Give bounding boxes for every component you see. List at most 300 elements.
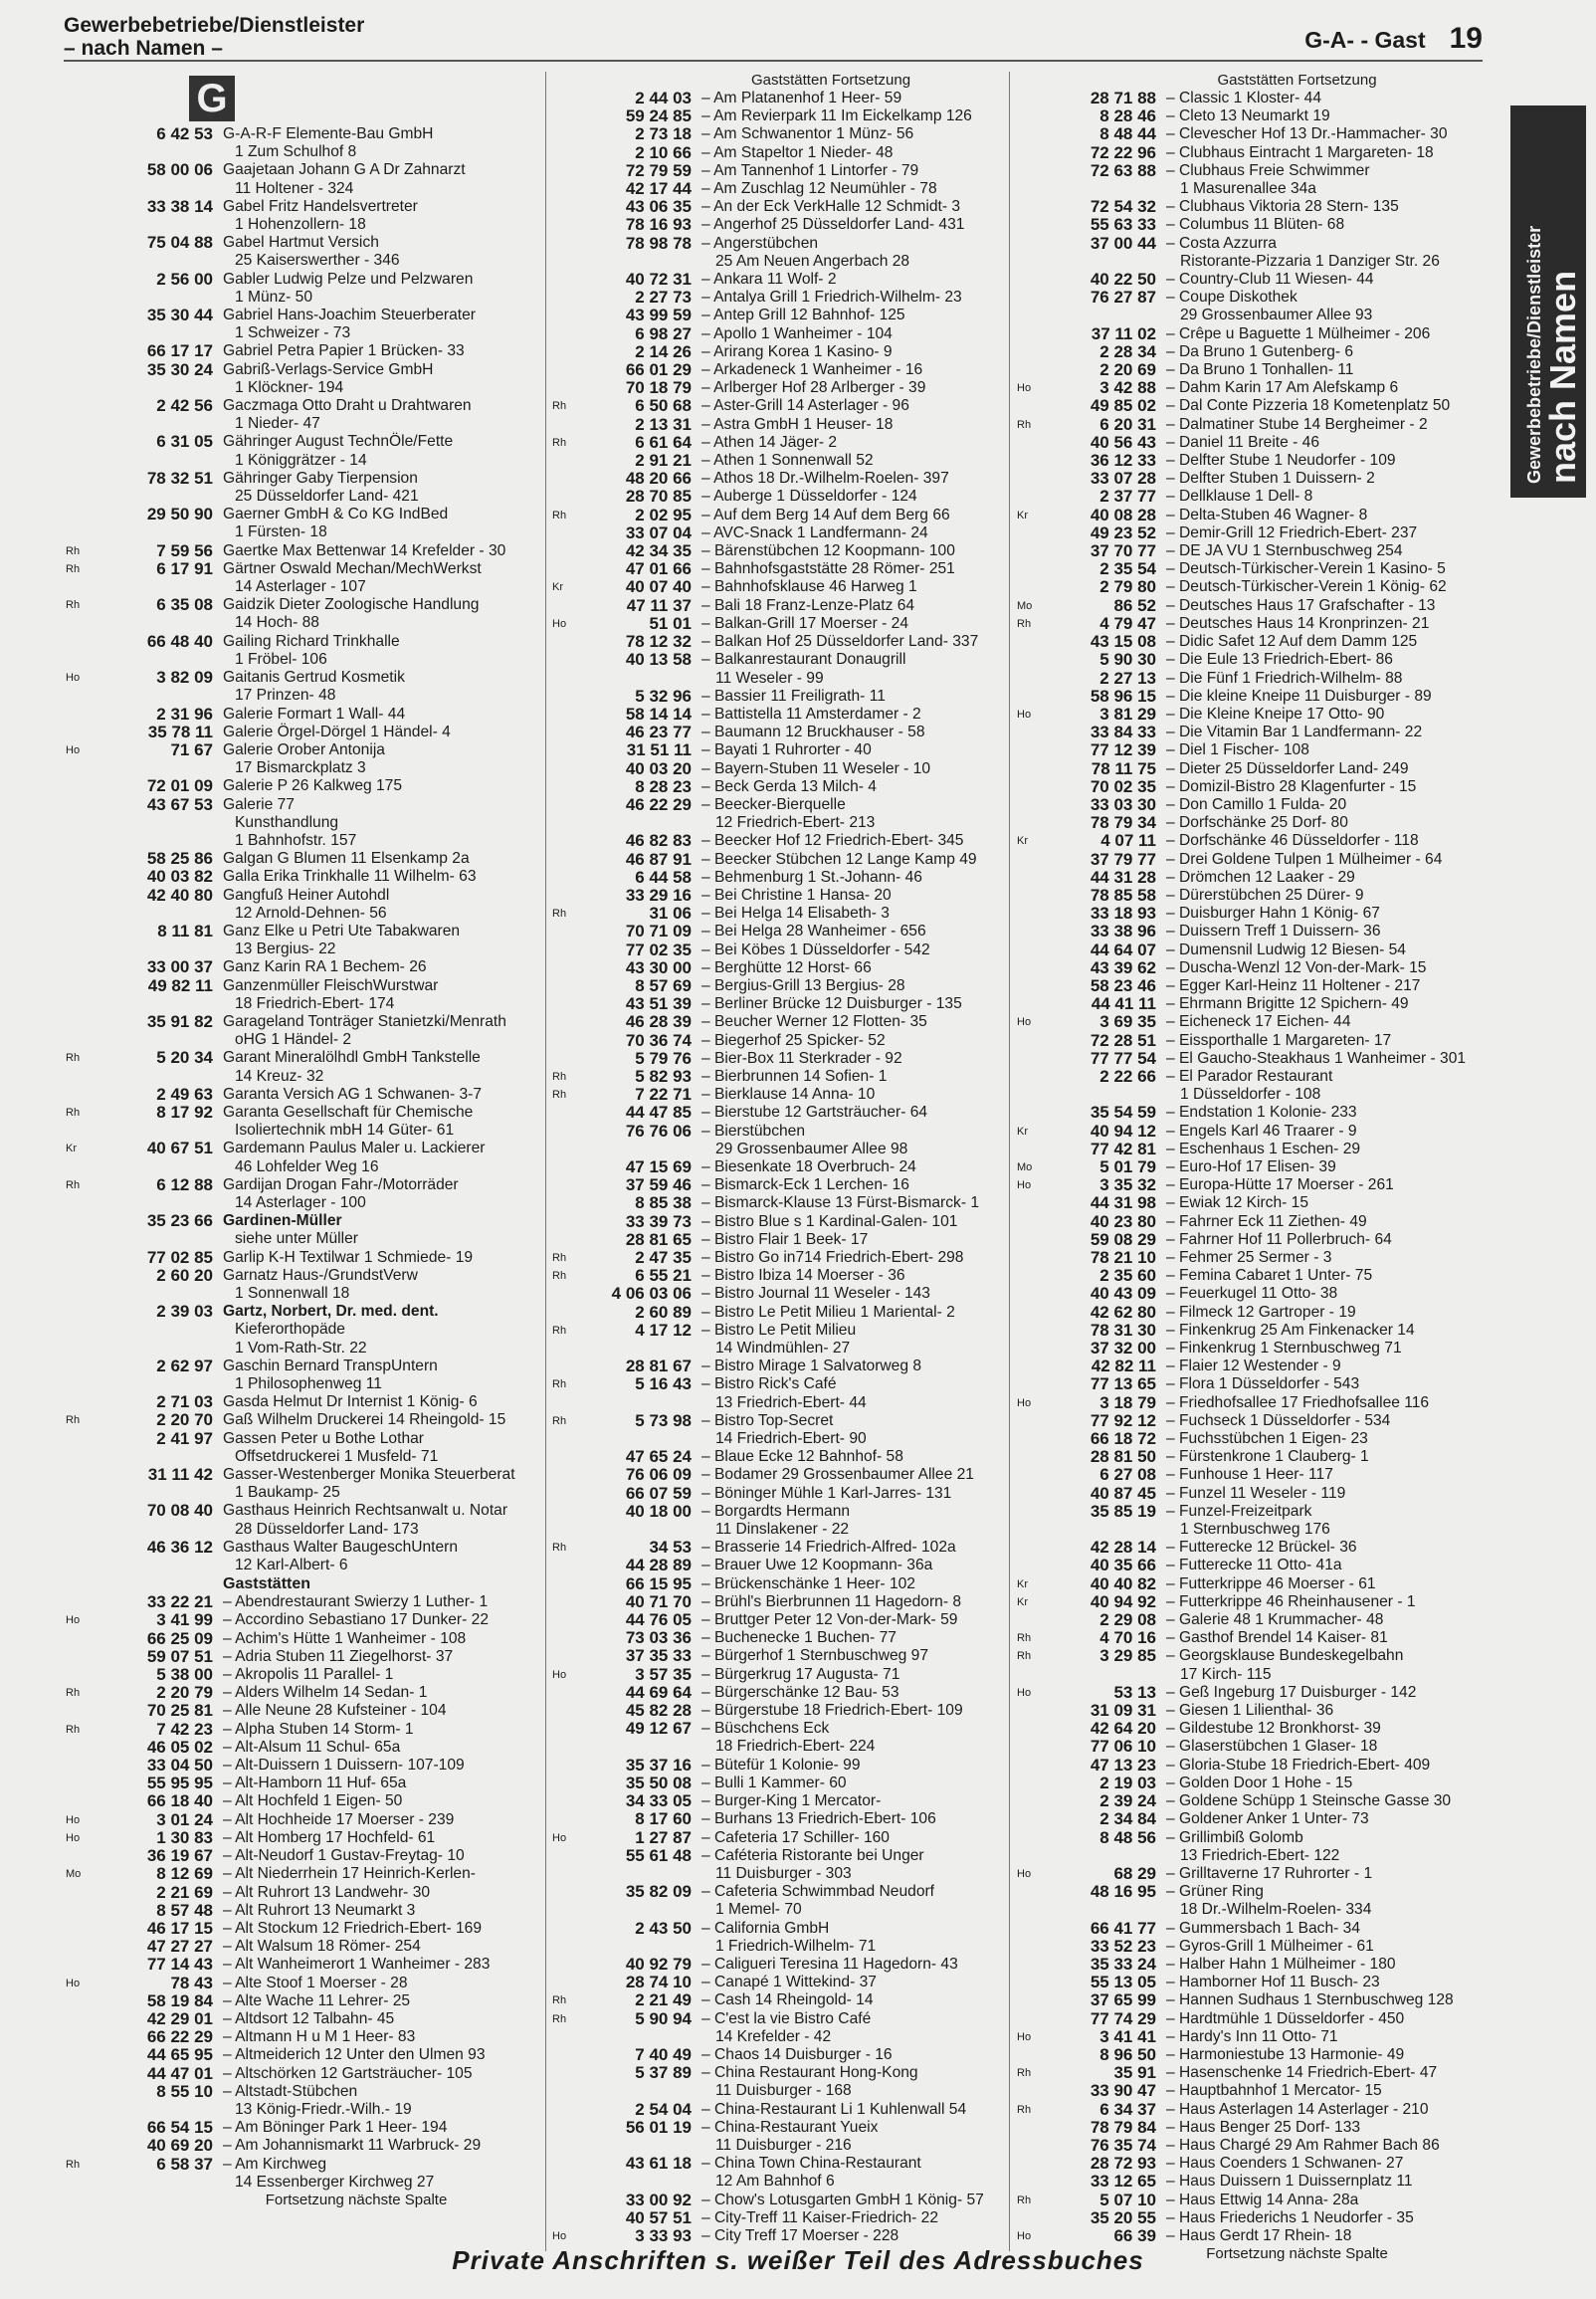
entry-name: – Hardtmühle 1 Düsseldorfer - 450 <box>1166 2009 1405 2027</box>
spacer <box>90 252 223 270</box>
phone-number: 48 16 95 <box>1090 1882 1156 1902</box>
list-item <box>552 923 1000 940</box>
entry-address <box>66 651 537 669</box>
district-code <box>1017 1430 1041 1448</box>
phone-number: 5 90 94 <box>635 2008 692 2028</box>
list-item <box>66 868 537 886</box>
phone-number: 4 06 03 06 <box>611 1284 692 1304</box>
entry-address <box>66 1521 537 1539</box>
list-item <box>66 2083 537 2101</box>
entry-name: – Funzel 11 Weseler - 119 <box>1166 1484 1346 1502</box>
list-item <box>552 1829 1000 1847</box>
district-code: Rh <box>552 1994 567 2007</box>
phone-number: 44 76 05 <box>625 1610 692 1630</box>
district-code <box>552 379 576 397</box>
phone-number: 5 16 43 <box>635 1374 692 1394</box>
spacer <box>66 687 90 705</box>
district-code <box>1017 1503 1041 1521</box>
entry-name: Gaidzik Dieter Zoologische Handlung <box>223 596 480 614</box>
entry-address-text: 14 Friedrich-Ebert- 90 <box>715 1430 867 1448</box>
district-code <box>1017 869 1041 887</box>
list-item <box>1017 651 1468 669</box>
entry-name: – Athen 1 Sonnenwall 52 <box>701 452 874 470</box>
entry-address-text: 11 Dinslakener - 22 <box>715 1521 850 1539</box>
spacer <box>66 1158 90 1176</box>
phone-number: 51 01 <box>649 613 692 633</box>
district-code <box>1017 2173 1041 2191</box>
district-code <box>1017 1956 1041 1974</box>
phone-number: 2 22 66 <box>1099 1066 1156 1086</box>
entry-name: – Demir-Grill 12 Friedrich-Ebert- 237 <box>1166 523 1418 541</box>
list-item <box>1017 1194 1468 1212</box>
list-item <box>1017 90 1468 107</box>
spacer <box>576 253 701 271</box>
list-item <box>1017 1775 1468 1792</box>
entry-name: – Am Zuschlag 12 Neumühler - 78 <box>701 180 937 198</box>
district-code <box>552 361 576 379</box>
district-code <box>1017 1267 1041 1285</box>
phone-number: 77 92 12 <box>1090 1410 1156 1430</box>
entry-address-text: 28 Düsseldorfer Land- 173 <box>235 1520 419 1538</box>
phone-number: 2 60 89 <box>635 1302 692 1322</box>
district-code <box>66 2046 90 2064</box>
district-code: Mo <box>66 1868 82 1881</box>
list-item <box>66 669 537 687</box>
district-code <box>66 796 90 814</box>
list-item <box>552 1647 1000 1665</box>
spacer <box>66 1448 90 1466</box>
district-code <box>1017 633 1041 651</box>
list-item <box>1017 1757 1468 1775</box>
spacer <box>90 687 223 705</box>
entry-name: – Fuchsstübchen 1 Eigen- 23 <box>1166 1430 1368 1448</box>
entry-name: – Burhans 13 Friedrich-Ebert- 106 <box>701 1810 936 1828</box>
list-item <box>66 1502 537 1520</box>
entry-name: Galerie 77 <box>223 795 295 813</box>
entry-name: – Am Tannenhof 1 Lintorfer - 79 <box>701 161 919 179</box>
spacer <box>90 1340 223 1358</box>
list-item <box>552 1104 1000 1122</box>
district-code <box>552 959 576 977</box>
list-item <box>1017 1974 1468 1991</box>
district-code <box>1017 90 1041 107</box>
phone-number: 66 39 <box>1113 2225 1156 2245</box>
phone-number: 66 01 29 <box>625 360 692 380</box>
district-code <box>552 651 576 669</box>
spacer <box>552 1430 576 1448</box>
entry-name: – Die Kleine Kneipe 17 Otto- 90 <box>1166 705 1385 723</box>
phone-number: 66 41 77 <box>1090 1918 1156 1938</box>
phone-number: 33 22 21 <box>146 1592 213 1612</box>
district-code <box>1017 1485 1041 1503</box>
entry-name: – Crêpe u Baguette 1 Mülheimer - 206 <box>1166 324 1431 342</box>
district-code <box>1017 1883 1041 1901</box>
district-code <box>1017 434 1041 452</box>
phone-number: 42 64 20 <box>1090 1719 1156 1739</box>
district-code <box>552 1720 576 1738</box>
entry-name: – Alt Hochheide 17 Moerser - 239 <box>223 1810 455 1828</box>
entry-name: – Duissern Treff 1 Duissern- 36 <box>1166 923 1381 940</box>
list-item <box>66 796 537 814</box>
list-item <box>1017 198 1468 216</box>
list-item <box>66 161 537 179</box>
list-item <box>552 1466 1000 1484</box>
spacer <box>90 995 223 1013</box>
list-item <box>552 1920 1000 1938</box>
district-code <box>1017 1557 1041 1574</box>
entry-address <box>66 1557 537 1574</box>
spacer <box>90 488 223 506</box>
district-code <box>66 1502 90 1520</box>
district-code <box>552 452 576 470</box>
entry-address <box>552 814 1000 832</box>
phone-number: 31 51 11 <box>626 740 692 760</box>
list-item <box>1017 1448 1468 1466</box>
list-item <box>552 2046 1000 2064</box>
phone-number: 7 22 71 <box>635 1085 692 1105</box>
phone-number: 78 98 78 <box>625 233 692 253</box>
entry-name: – Futterecke 12 Brückel- 36 <box>1166 1539 1357 1557</box>
phone-number: 8 12 69 <box>156 1864 213 1884</box>
district-code: Ho <box>552 1831 567 1844</box>
list-item <box>1017 814 1468 832</box>
district-code <box>66 1539 90 1557</box>
phone-number: 66 22 29 <box>146 2027 213 2047</box>
district-code <box>552 1358 576 1375</box>
header-category-line2: – nach Namen – <box>64 37 223 60</box>
district-code <box>1017 887 1041 905</box>
entry-name: Gardijan Drogan Fahr-/Motorräder <box>223 1175 459 1193</box>
district-code <box>552 343 576 361</box>
entry-name: – Bei Helga 14 Elisabeth- 3 <box>701 905 890 923</box>
entry-name: – Gildestube 12 Bronkhorst- 39 <box>1166 1720 1381 1738</box>
list-item <box>552 470 1000 488</box>
entry-address-text: 17 Kirch- 115 <box>1180 1665 1272 1683</box>
district-code <box>66 2010 90 2028</box>
entry-name: Ganz Elke u Petri Ute Tabakwaren <box>223 922 461 940</box>
list-item <box>552 1611 1000 1629</box>
entry-name: – Goldene Schüpp 1 Steinsche Gasse 30 <box>1166 1792 1452 1810</box>
list-item <box>1017 2064 1468 2082</box>
list-item <box>1017 1068 1468 1086</box>
phone-number: 40 92 79 <box>625 1954 692 1974</box>
entry-name: – Astra GmbH 1 Heuser- 18 <box>701 415 894 433</box>
district-code <box>66 1792 90 1810</box>
entry-address <box>66 1484 537 1502</box>
list-item <box>66 1792 537 1810</box>
entry-name: – Alt-Hamborn 11 Huf- 65a <box>223 1775 407 1792</box>
list-item <box>66 1393 537 1411</box>
entry-name: Gaajetaan Johann G A Dr Zahnarzt <box>223 161 466 179</box>
entry-name: – Alt Ruhrort 13 Landwehr- 30 <box>223 1883 431 1901</box>
entry-address-text: 18 Friedrich-Ebert- 174 <box>235 994 395 1012</box>
district-code: Rh <box>552 1270 567 1283</box>
entry-name: Gabriß-Verlags-Service GmbH <box>223 360 434 378</box>
entry-address <box>552 2173 1000 2191</box>
entry-address <box>66 1031 537 1049</box>
entry-name: – Blaue Ecke 12 Bahnhof- 58 <box>701 1448 903 1466</box>
phone-number: 40 03 20 <box>625 758 692 778</box>
list-item <box>1017 1141 1468 1158</box>
entry-address <box>66 1194 537 1212</box>
spacer <box>576 2082 701 2100</box>
phone-number: 46 05 02 <box>146 1737 213 1757</box>
list-item <box>66 307 537 324</box>
entry-address-text: 12 Arnold-Dehnen- 56 <box>235 904 387 922</box>
phone-number: 72 79 59 <box>625 160 692 180</box>
district-code <box>552 1123 576 1141</box>
entry-address-text: 25 Düsseldorfer Land- 421 <box>235 488 419 506</box>
entry-name: – Antalya Grill 1 Friedrich-Wilhelm- 23 <box>701 289 962 307</box>
entry-address-text: 11 Duisburger - 303 <box>715 1864 852 1882</box>
phone-number: 8 57 69 <box>635 975 692 995</box>
list-item <box>1017 1176 1468 1194</box>
district-code <box>552 1485 576 1503</box>
spacer <box>1017 253 1041 271</box>
entry-address <box>66 289 537 307</box>
district-code: Ho <box>1017 1396 1032 1409</box>
entry-name: – Delfter Stuben 1 Duissern- 2 <box>1166 470 1375 488</box>
district-code <box>552 724 576 741</box>
continued-heading: Gaststätten Fortsetzung <box>750 72 911 89</box>
entry-name: G-A-R-F Elemente-Bau GmbH <box>223 125 434 142</box>
entry-name: Garageland Tonträger Stanietzki/Menrath <box>223 1012 506 1030</box>
phone-number: 2 39 03 <box>156 1302 213 1322</box>
district-code <box>552 90 576 107</box>
list-item <box>1017 361 1468 379</box>
entry-name: – Duscha-Wenzl 12 Von-der-Mark- 15 <box>1166 958 1427 976</box>
entry-name: – Eschenhaus 1 Eschen- 29 <box>1166 1140 1361 1157</box>
district-code <box>1017 1141 1041 1158</box>
entry-name: – Daniel 11 Breite - 46 <box>1166 433 1320 451</box>
phone-number: 70 71 09 <box>625 922 692 941</box>
district-code <box>1017 325 1041 343</box>
entry-address <box>66 415 537 433</box>
district-code <box>552 125 576 143</box>
district-code <box>552 542 576 560</box>
list-item <box>1017 1611 1468 1629</box>
district-code: Rh <box>552 2012 567 2025</box>
spacer <box>66 832 90 850</box>
district-code <box>552 633 576 651</box>
list-item <box>552 706 1000 724</box>
entry-address <box>552 1430 1000 1448</box>
list-item <box>66 1539 537 1557</box>
phone-number: 66 07 59 <box>625 1483 692 1503</box>
phone-number: 3 69 35 <box>1099 1012 1156 1032</box>
list-item <box>66 1176 537 1194</box>
entry-name: – Behmenburg 1 St.-Johann- 46 <box>701 868 922 886</box>
district-code <box>552 1974 576 1991</box>
phone-number: 47 65 24 <box>625 1447 692 1467</box>
district-code <box>1017 1104 1041 1122</box>
phone-number: 47 27 27 <box>146 1937 213 1957</box>
district-code: Ho <box>1017 1016 1032 1029</box>
list-item <box>1017 507 1468 524</box>
entry-address <box>552 2028 1000 2046</box>
list-item <box>66 1775 537 1792</box>
district-code <box>552 107 576 125</box>
entry-name: – Balkan Hof 25 Düsseldorfer Land- 337 <box>701 633 979 651</box>
entry-name: – Beecker-Bierquelle <box>701 795 846 813</box>
entry-name: – Europa-Hütte 17 Moerser - 261 <box>1166 1176 1394 1194</box>
district-code <box>1017 1611 1041 1629</box>
list-item <box>552 289 1000 307</box>
entry-name: – Cafeteria 17 Schiller- 160 <box>701 1828 890 1846</box>
list-item <box>552 1050 1000 1068</box>
entry-name: – Ankara 11 Wolf- 2 <box>701 271 837 289</box>
district-code <box>66 2137 90 2155</box>
district-code <box>1017 1991 1041 2009</box>
phone-number: 77 14 43 <box>146 1955 213 1975</box>
phone-number: 40 94 12 <box>1090 1121 1156 1141</box>
district-code: Kr <box>1017 1577 1028 1590</box>
entry-name: – Cash 14 Rheingold- 14 <box>701 1991 874 2009</box>
continued-heading: Gaststätten Fortsetzung <box>1217 72 1377 89</box>
phone-number: 29 50 90 <box>146 505 213 524</box>
entry-address-text: 1 Fürsten- 18 <box>235 523 327 541</box>
phone-number: 6 55 21 <box>635 1266 692 1286</box>
entry-name: Garant Mineralölhdl GmbH Tankstelle <box>223 1049 481 1067</box>
entry-address-text: Offsetdruckerei 1 Musfeld- 71 <box>235 1447 439 1465</box>
entry-name: – Bistro Flair 1 Beek- 17 <box>701 1230 869 1248</box>
phone-number: 43 39 62 <box>1090 957 1156 977</box>
spacer <box>1041 1086 1166 1104</box>
entry-name: – Bierklause 14 Anna- 10 <box>701 1086 876 1104</box>
entry-name: – Bistro Go in714 Friedrich-Ebert- 298 <box>701 1249 964 1266</box>
entry-address-text: 1 Münz- 50 <box>235 288 313 306</box>
entry-address <box>66 143 537 161</box>
phone-number: 49 23 52 <box>1090 522 1156 542</box>
phone-number: 46 22 29 <box>625 794 692 814</box>
entry-name: – Bärenstübchen 12 Koopmann- 100 <box>701 542 955 560</box>
phone-number: 3 82 09 <box>156 668 213 688</box>
phone-number: 46 36 12 <box>146 1537 213 1557</box>
entry-name: – Bistro Blue s 1 Kardinal-Galen- 101 <box>701 1212 958 1230</box>
phone-number: 58 19 84 <box>146 1990 213 2010</box>
phone-number: 40 03 82 <box>146 867 213 887</box>
entry-name: – Auberge 1 Düsseldorfer - 124 <box>701 488 917 506</box>
list-item <box>1017 1158 1468 1176</box>
phone-number: 70 08 40 <box>146 1501 213 1521</box>
list-item <box>66 1938 537 1956</box>
phone-number: 37 70 77 <box>1090 541 1156 561</box>
list-item <box>552 1883 1000 1901</box>
spacer <box>576 1521 701 1539</box>
entry-address <box>552 1901 1000 1919</box>
list-item <box>1017 1593 1468 1611</box>
spacer <box>66 1068 90 1086</box>
list-item <box>1017 1430 1468 1448</box>
spacer <box>552 2082 576 2100</box>
spacer <box>576 1901 701 1919</box>
district-code <box>1017 144 1041 162</box>
phone-number: 40 07 40 <box>625 577 692 597</box>
entry-name: – Glaserstübchen 1 Glaser- 18 <box>1166 1738 1378 1756</box>
phone-number: 55 13 05 <box>1090 1973 1156 1992</box>
entry-name: – Ehrmann Brigitte 12 Spichern- 49 <box>1166 995 1409 1013</box>
district-code <box>1017 651 1041 669</box>
entry-name: – Friedhofsallee 17 Friedhofsallee 116 <box>1166 1393 1430 1411</box>
phone-number: 6 58 37 <box>156 2154 213 2174</box>
phone-number: 46 23 77 <box>625 723 692 742</box>
list-item <box>1017 1104 1468 1122</box>
phone-number: 48 20 66 <box>625 469 692 489</box>
entry-name: – Fürstenkrone 1 Clauberg- 1 <box>1166 1448 1369 1466</box>
phone-number: 1 27 87 <box>635 1827 692 1847</box>
entry-address-text: Kunsthandlung <box>235 813 339 831</box>
district-code <box>66 506 90 523</box>
listing-group <box>66 1593 537 2192</box>
entry-name: Galla Erika Trinkhalle 11 Wilhelm- 63 <box>223 868 477 886</box>
phone-number: 72 63 88 <box>1090 160 1156 180</box>
phone-number: 5 07 10 <box>1099 2190 1156 2209</box>
district-code <box>1017 1213 1041 1231</box>
phone-number: 44 65 95 <box>146 2045 213 2065</box>
phone-number: 6 35 08 <box>156 595 213 615</box>
district-code: Kr <box>1017 1125 1028 1138</box>
entry-name: – Bei Helga 28 Wanheimer - 656 <box>701 923 926 940</box>
list-item <box>66 958 537 976</box>
district-code <box>552 1810 576 1828</box>
phone-number: 49 85 02 <box>1090 396 1156 416</box>
spacer <box>1041 307 1166 324</box>
entry-name: – Classic 1 Kloster- 44 <box>1166 90 1321 106</box>
phone-number: 5 82 93 <box>635 1066 692 1086</box>
phone-number: 33 03 30 <box>1090 794 1156 814</box>
phone-number: 33 29 16 <box>625 885 692 905</box>
district-code <box>66 777 90 795</box>
spacer <box>552 1938 576 1956</box>
district-code: Rh <box>66 1106 81 1119</box>
column-divider <box>545 72 546 2251</box>
phone-number: 35 23 66 <box>146 1211 213 1231</box>
district-code <box>1017 2119 1041 2137</box>
entry-name: Garanta Gesellschaft für Chemische <box>223 1103 474 1121</box>
list-item <box>66 1884 537 1902</box>
spacer <box>90 1521 223 1539</box>
entry-name: – Beecker Stübchen 12 Lange Kamp 49 <box>701 850 977 868</box>
district-code: Mo <box>1017 599 1033 612</box>
entry-name: – Fahrner Hof 11 Pollerbruch- 64 <box>1166 1230 1392 1248</box>
district-code: Rh <box>552 1252 567 1264</box>
list-item <box>552 1539 1000 1557</box>
phone-number: 40 18 00 <box>625 1501 692 1521</box>
entry-address-text: 46 Lohfelder Weg 16 <box>235 1157 379 1175</box>
list-item <box>1017 688 1468 706</box>
entry-name: – Haus Chargé 29 Am Rahmer Bach 86 <box>1166 2136 1440 2154</box>
district-code <box>66 1884 90 1902</box>
district-code <box>1017 741 1041 759</box>
list-item <box>1017 2137 1468 2155</box>
phone-number: 2 31 96 <box>156 704 213 724</box>
district-code: Rh <box>552 509 567 522</box>
entry-name: – Country-Club 11 Wiesen- 44 <box>1166 271 1374 289</box>
district-code <box>552 2119 576 2137</box>
list-item <box>1017 2101 1468 2119</box>
district-code <box>1017 578 1041 596</box>
phone-number: 70 36 74 <box>625 1030 692 1050</box>
entry-address-text: 11 Holtener - 324 <box>235 179 354 197</box>
list-item <box>1017 905 1468 923</box>
list-item <box>1017 869 1468 887</box>
entry-address <box>1017 1901 1468 1919</box>
district-code <box>1017 107 1041 125</box>
district-code <box>552 560 576 578</box>
entry-name: Gaitanis Gertrud Kosmetik <box>223 669 405 687</box>
district-code <box>1017 796 1041 814</box>
list-item <box>66 1702 537 1720</box>
